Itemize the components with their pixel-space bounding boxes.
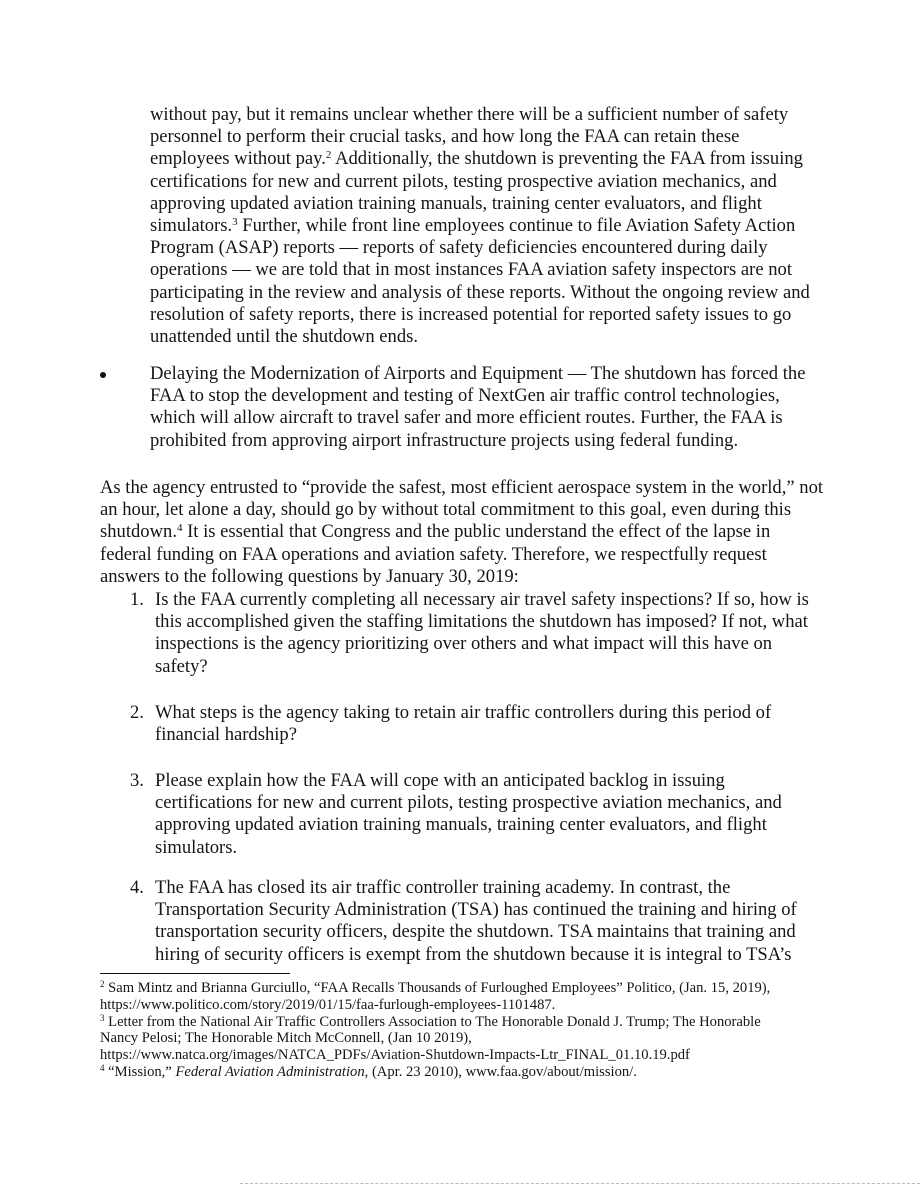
text-line: safety?	[155, 655, 208, 677]
text-line: personnel to perform their crucial tasks, and how long the FAA can retain these	[150, 126, 740, 148]
scan-artifact-divider	[240, 1183, 920, 1184]
question-1	[130, 589, 809, 678]
bullet-text	[150, 363, 805, 452]
text-line: What steps is the agency taking to retain air traffic controllers during this period of	[155, 702, 772, 723]
footnote-marker: 2	[100, 979, 105, 989]
text-line: unattended until the shutdown ends.	[150, 325, 419, 347]
text-line: Nancy Pelosi; The Honorable Mitch McConnell, (Jan 10 2019),	[100, 1030, 472, 1047]
text-line: inspections is the agency prioritizing over others and what impact will this have on	[155, 633, 773, 655]
text-line: answers to the following questions by January 30, 2019:	[100, 565, 519, 587]
text-line: As the agency entrusted to “provide the safest, most efficient aerospace system in the world,” not	[100, 477, 824, 498]
footnote-marker: 3	[232, 215, 238, 228]
text-line: Delaying the Modernization of Airports and Equipment — The shutdown has forced the	[150, 363, 806, 384]
question-number: 4.	[130, 877, 144, 898]
text-line: transportation security officers, despite the shutdown. TSA maintains that training and	[155, 921, 796, 943]
text-line: Please explain how the FAA will cope with an anticipated backlog in issuing	[155, 770, 725, 791]
question-text	[155, 770, 782, 859]
footnote-marker: 2	[325, 149, 332, 162]
text-line: prohibited from approving airport infrastructure projects using federal funding.	[150, 429, 739, 451]
question-text	[155, 702, 771, 746]
text-line: simulators.	[155, 836, 238, 858]
question-4	[130, 877, 797, 966]
text-line: https://www.politico.com/story/2019/01/15/faa-furlough-employees-1101487.	[100, 996, 556, 1013]
text-line: which will allow aircraft to travel safer and more efficient routes. Further, the FAA is	[150, 407, 783, 429]
text-line: Is the FAA currently completing all necessary air travel safety inspections? If so, how is	[155, 589, 809, 610]
question-3	[130, 770, 782, 859]
text-line: approving updated aviation training manuals, training center evaluators, and flight	[155, 814, 767, 836]
text-line: The FAA has closed its air traffic controller training academy. In contrast, the	[155, 877, 731, 898]
text-line: $^3$ Letter from the National Air Traffic Controllers Association to The Honorable Donald J. Trump; The Honorable	[100, 1012, 761, 1030]
text-line: federal funding on FAA operations and aviation safety. Therefore, we respectfully request	[100, 543, 767, 565]
question-2	[130, 702, 772, 746]
text-line: $^4$ “Mission,” Federal Aviation Administration, (Apr. 23 2010), www.faa.gov/about/mission/.	[100, 1062, 637, 1080]
text-line: certifications for new and current pilots, testing prospective aviation mechanics, and	[150, 170, 777, 192]
text-line: financial hardship?	[155, 724, 297, 746]
footnote-marker: 3	[100, 1012, 105, 1023]
text-line: Program (ASAP) reports — reports of safety deficiencies encountered during daily	[150, 237, 768, 259]
question-text	[155, 877, 797, 966]
text-line: simulators.$^3$ Further, while front line employees continue to file Aviation Safety Action	[150, 214, 796, 236]
text-line: Transportation Security Administration (TSA) has continued the training and hiring of	[155, 899, 797, 921]
text-line: shutdown.$^4$ It is essential that Congress and the public understand the effect of the lapse in	[100, 521, 771, 543]
question-number: 3.	[130, 770, 144, 791]
text-line: FAA to stop the development and testing of NextGen air traffic control technologies,	[150, 385, 780, 407]
text-line: approving updated aviation training manuals, training center evaluators, and flight	[150, 192, 762, 214]
text-line: participating in the review and analysis of these reports. Without the ongoing review and	[150, 281, 810, 303]
request-paragraph	[100, 477, 823, 588]
text-line: certifications for new and current pilots, testing prospective aviation mechanics, and	[155, 792, 782, 814]
text-line: without pay, but it remains unclear whether there will be a sufficient number of safety	[150, 104, 789, 125]
footnote-marker: 4	[100, 1062, 105, 1073]
question-number: 2.	[130, 702, 144, 723]
text-line: employees without pay.$^2$ Additionally, the shutdown is preventing the FAA from issuing	[150, 148, 803, 170]
text-line: this accomplished given the staffing limitations the shutdown has imposed? If not, what	[155, 611, 808, 633]
text-line: hiring of security officers is exempt from the shutdown because it is integral to TSA’s	[155, 943, 792, 965]
bullet-icon	[100, 372, 106, 378]
text-line: resolution of safety reports, there is increased potential for reported safety issues to go	[150, 303, 792, 325]
footnote-divider	[100, 973, 290, 974]
question-text	[155, 589, 809, 678]
footnotes	[100, 980, 770, 1081]
bullet-modernization	[150, 363, 805, 452]
text-line: operations — we are told that in most instances FAA aviation safety inspectors are not	[150, 259, 793, 281]
text-line: https://www.natca.org/images/NATCA_PDFs/Aviation-Shutdown-Impacts-Ltr_FINAL_01.10.19.pdf	[100, 1047, 690, 1064]
continuation-paragraph	[150, 104, 810, 348]
question-number: 1.	[130, 589, 144, 610]
text-line: $^2$ Sam Mintz and Brianna Gurciullo, “FAA Recalls Thousands of Furloughed Employees” Politico, (Jan. 15, 2019),	[100, 979, 771, 996]
text-line: an hour, let alone a day, should go by without total commitment to this goal, even during this	[100, 499, 792, 521]
footnote-marker: 4	[176, 522, 183, 535]
